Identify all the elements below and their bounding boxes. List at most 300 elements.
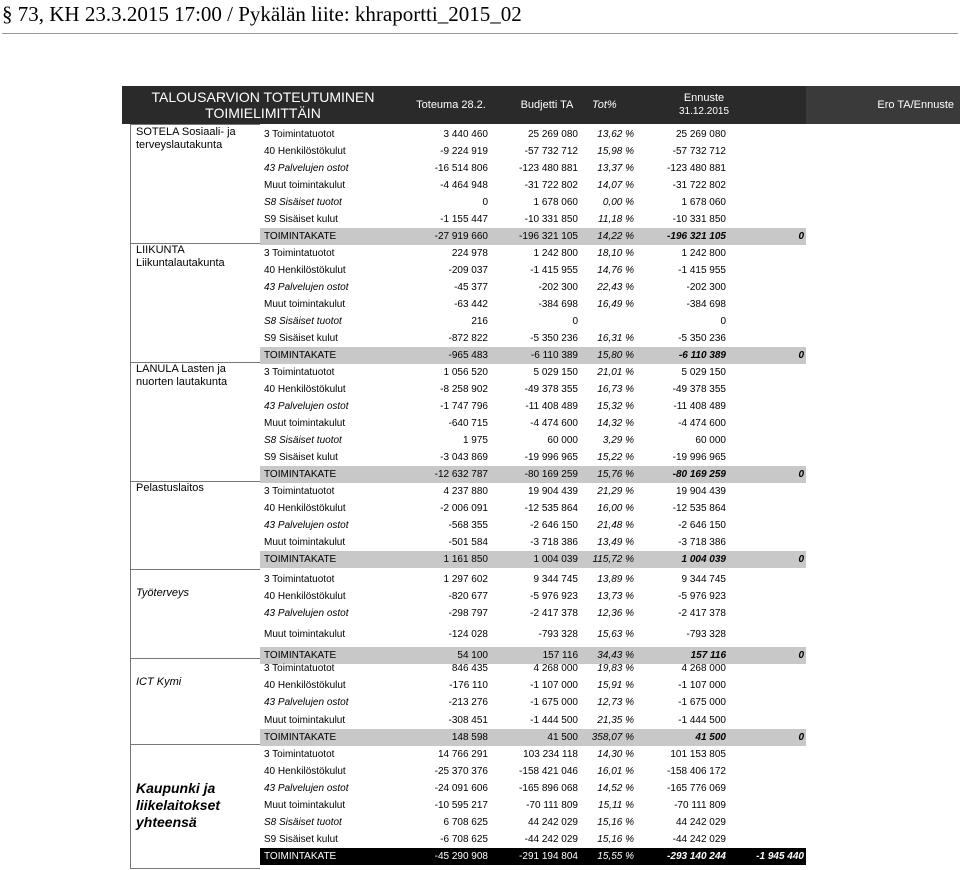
cell-ennuste: -10 331 850 [672, 214, 726, 225]
cell-ennuste: -2 646 150 [678, 520, 726, 531]
table-row [260, 571, 806, 588]
dept-label-sotela: SOTELA Sosiaali- ja terveyslautakunta [136, 126, 236, 151]
cell-budjetti: 0 [572, 316, 578, 327]
col-header-ennuste-line1: Ennuste [683, 92, 725, 104]
table-row [260, 763, 806, 780]
table-row [260, 626, 806, 643]
cell-ero [726, 143, 804, 160]
row-label: S9 Sisäiset kulut [264, 333, 338, 344]
cell-budjetti: -5 350 236 [530, 333, 578, 344]
department-column [122, 124, 260, 869]
cell-tot: 12,36 % [597, 608, 634, 619]
column-header-bar [404, 86, 806, 124]
cell-toteuma: 224 978 [451, 248, 488, 259]
cell-toteuma: 3 440 460 [443, 129, 488, 140]
table-row [260, 746, 806, 763]
table-row [260, 347, 806, 364]
cell-toteuma: 1 297 602 [443, 574, 488, 585]
cell-tot: 14,30 % [597, 749, 634, 760]
cell-ennuste: -196 321 105 [667, 231, 726, 242]
cell-budjetti: -196 321 105 [519, 231, 578, 242]
cell-tot: 115,72 % [592, 554, 634, 565]
row-label: 40 Henkilöstökulut [264, 680, 346, 691]
cell-toteuma: -124 028 [448, 629, 488, 640]
table-title-line2: TOIMIELIMITTÄIN [205, 105, 321, 121]
cell-toteuma: -27 919 660 [434, 231, 488, 242]
cell-budjetti: -2 646 150 [530, 520, 578, 531]
cell-ennuste: -5 976 923 [678, 591, 726, 602]
cell-toteuma: 216 [471, 316, 488, 327]
cell-tot: 16,49 % [597, 299, 634, 310]
cell-tot: 15,98 % [597, 146, 634, 157]
cell-ero [726, 364, 804, 381]
cell-ennuste: -44 242 029 [672, 834, 726, 845]
cell-budjetti: -2 417 378 [530, 608, 578, 619]
row-label: 40 Henkilöstökulut [264, 503, 346, 514]
cell-tot: 15,16 % [597, 817, 634, 828]
table-row [260, 364, 806, 381]
col-header-toteuma: Toteuma 28.2. [416, 98, 486, 111]
cell-tot: 15,11 % [598, 800, 634, 811]
cell-budjetti: -19 996 965 [524, 452, 578, 463]
cell-toteuma: 54 100 [457, 650, 488, 661]
cell-tot: 14,76 % [597, 265, 634, 276]
cell-ennuste: -3 718 386 [678, 537, 726, 548]
row-label: Muut toimintakulut [264, 537, 346, 548]
cell-toteuma: -8 258 902 [440, 384, 488, 395]
cell-toteuma: -63 442 [454, 299, 488, 310]
cell-budjetti: 157 116 [542, 650, 578, 661]
cell-ero [726, 712, 804, 729]
row-label: S9 Sisäiset kulut [264, 214, 338, 225]
cell-tot: 14,32 % [597, 418, 634, 429]
cell-toteuma: 148 598 [451, 732, 488, 743]
dept-label-lanula: LANULA Lasten ja nuorten lautakunta [136, 363, 228, 388]
cell-ennuste: 19 904 439 [675, 486, 726, 497]
cell-tot: 15,63 % [597, 629, 634, 640]
row-label: 40 Henkilöstökulut [264, 146, 346, 157]
cell-tot: 13,62 % [597, 129, 634, 140]
cell-toteuma: -298 797 [448, 608, 488, 619]
row-label: S8 Sisäiset tuotot [264, 817, 342, 828]
cell-ennuste: 5 029 150 [681, 367, 726, 378]
table-row [260, 712, 806, 729]
cell-toteuma: -45 290 908 [434, 851, 488, 862]
cell-ennuste: -793 328 [686, 629, 726, 640]
cell-ero [726, 588, 804, 605]
table-row [260, 588, 806, 605]
cell-ennuste: -19 996 965 [672, 452, 726, 463]
cell-ennuste: -202 300 [686, 282, 726, 293]
cell-ero [726, 746, 804, 763]
cell-tot: 14,07 % [597, 180, 634, 191]
cell-ennuste: 41 500 [695, 732, 726, 743]
dept-box-tyoterveys [130, 569, 260, 658]
cell-tot: 13,37 % [597, 163, 634, 174]
cell-toteuma: -213 276 [448, 697, 488, 708]
table-row [260, 228, 806, 245]
cell-tot: 15,80 % [597, 350, 634, 361]
cell-budjetti: -1 444 500 [530, 715, 578, 726]
row-label: 3 Toimintatuotot [264, 248, 335, 259]
cell-tot: 14,22 % [597, 231, 634, 242]
cell-toteuma: 6 708 625 [443, 817, 488, 828]
cell-ero: 0 [798, 469, 804, 480]
col-header-ero: Ero TA/Ennuste [806, 86, 960, 124]
row-label: TOIMINTAKATE [264, 469, 337, 480]
cell-budjetti: 4 268 000 [533, 663, 578, 674]
cell-ero: 0 [798, 231, 804, 242]
cell-ero [726, 500, 804, 517]
cell-tot: 21,35 % [597, 715, 634, 726]
cell-tot: 0,00 % [602, 197, 634, 208]
table-row [260, 313, 806, 330]
cell-budjetti: -6 110 389 [530, 350, 578, 361]
row-label: S8 Sisäiset tuotot [264, 316, 342, 327]
cell-tot [578, 313, 634, 330]
cell-toteuma: -568 355 [448, 520, 488, 531]
cell-tot: 21,01 % [597, 367, 634, 378]
row-label: Muut toimintakulut [264, 418, 346, 429]
cell-budjetti: -384 698 [538, 299, 578, 310]
cell-toteuma: -176 110 [449, 680, 488, 691]
cell-ennuste: -1 415 955 [678, 265, 726, 276]
cell-budjetti: 19 904 439 [527, 486, 578, 497]
cell-ero: 0 [798, 732, 804, 743]
row-label: S8 Sisäiset tuotot [264, 435, 342, 446]
row-label: 3 Toimintatuotot [264, 486, 335, 497]
table-row [260, 780, 806, 797]
cell-toteuma: -10 595 217 [434, 800, 488, 811]
cell-ennuste: 4 268 000 [681, 663, 726, 674]
row-label: 40 Henkilöstökulut [264, 591, 346, 602]
cell-ero [726, 245, 804, 262]
cell-tot: 12,73 % [597, 697, 634, 708]
cell-ero [726, 279, 804, 296]
row-label: 43 Palvelujen ostot [264, 520, 349, 531]
table-row [260, 262, 806, 279]
cell-ero [726, 814, 804, 831]
dept-label-pelastus: Pelastuslaitos [136, 482, 204, 494]
cell-tot: 15,55 % [597, 851, 634, 862]
table-row [260, 245, 806, 262]
cell-ennuste: -384 698 [686, 299, 726, 310]
table-row [260, 534, 806, 551]
cell-budjetti: -123 480 881 [519, 163, 578, 174]
dept-box-ict [130, 658, 260, 744]
cell-budjetti: 9 344 745 [533, 574, 578, 585]
cell-ero: 0 [798, 350, 804, 361]
col-header-ennuste [644, 86, 764, 124]
cell-budjetti: -202 300 [538, 282, 578, 293]
cell-budjetti: -31 722 802 [524, 180, 578, 191]
cell-tot: 14,52 % [597, 783, 634, 794]
cell-ennuste: -12 535 864 [672, 503, 726, 514]
table-row [260, 432, 806, 449]
cell-ennuste: 25 269 080 [675, 129, 726, 140]
cell-ennuste: -49 378 355 [672, 384, 726, 395]
cell-budjetti: 103 234 118 [523, 749, 578, 760]
row-label: Muut toimintakulut [264, 715, 346, 726]
page-title: § 73, KH 23.3.2015 17:00 / Pykälän liite: khraportti_2015_02 [2, 2, 522, 26]
cell-toteuma: 0 [482, 197, 488, 208]
cell-budjetti: -49 378 355 [524, 384, 578, 395]
table-row [260, 126, 806, 143]
row-label: 43 Palvelujen ostot [264, 401, 349, 412]
cell-budjetti: 25 269 080 [527, 129, 578, 140]
cell-toteuma: -3 043 869 [440, 452, 488, 463]
cell-toteuma: -9 224 919 [440, 146, 488, 157]
cell-ennuste: 1 678 060 [681, 197, 726, 208]
table-row [260, 660, 806, 677]
cell-budjetti: -3 718 386 [530, 537, 578, 548]
row-label: 3 Toimintatuotot [264, 367, 335, 378]
cell-ero [726, 296, 804, 313]
cell-toteuma: 4 237 880 [443, 486, 488, 497]
cell-tot: 16,73 % [597, 384, 634, 395]
cell-ero [726, 313, 804, 330]
table-row [260, 694, 806, 711]
table-row [260, 279, 806, 296]
cell-budjetti: -1 107 000 [530, 680, 578, 691]
cell-tot: 358,07 % [591, 732, 634, 743]
cell-ennuste: -31 722 802 [672, 180, 726, 191]
cell-ero [726, 126, 804, 143]
cell-ennuste: -2 417 378 [678, 608, 726, 619]
cell-tot: 16,01 % [597, 766, 634, 777]
cell-toteuma: -640 715 [448, 418, 488, 429]
row-label: 3 Toimintatuotot [264, 663, 335, 674]
cell-toteuma: -1 747 796 [440, 401, 488, 412]
cell-ero: 0 [798, 554, 804, 565]
cell-ero [726, 763, 804, 780]
cell-ero: 0 [798, 650, 804, 661]
cell-tot: 16,00 % [597, 503, 634, 514]
row-label: TOIMINTAKATE [264, 851, 337, 862]
cell-tot: 15,16 % [597, 834, 634, 845]
table-row [260, 415, 806, 432]
cell-toteuma: -308 451 [448, 715, 488, 726]
table-row [260, 330, 806, 347]
row-label: 3 Toimintatuotot [264, 749, 335, 760]
cell-toteuma: -1 155 447 [440, 214, 488, 225]
row-label: 43 Palvelujen ostot [264, 608, 349, 619]
cell-toteuma: 14 766 291 [437, 749, 488, 760]
row-label: TOIMINTAKATE [264, 231, 337, 242]
cell-ero [726, 449, 804, 466]
cell-ero [726, 194, 804, 211]
cell-toteuma: -501 584 [448, 537, 488, 548]
cell-budjetti: 5 029 150 [533, 367, 578, 378]
cell-toteuma: -209 037 [448, 265, 488, 276]
cell-ero [726, 534, 804, 551]
table-row [260, 398, 806, 415]
cell-ero: -1 945 440 [756, 851, 804, 862]
cell-toteuma: -872 822 [448, 333, 488, 344]
cell-ero [726, 605, 804, 622]
cell-ennuste: -6 110 389 [678, 350, 726, 361]
cell-tot: 15,91 % [597, 680, 634, 691]
cell-ero [726, 797, 804, 814]
cell-tot: 15,76 % [597, 469, 634, 480]
dept-label-ict: ICT Kymi [136, 676, 182, 688]
dept-label-tyoterveys: Työterveys [136, 587, 189, 599]
table-row [260, 194, 806, 211]
cell-budjetti: -4 474 600 [530, 418, 578, 429]
cell-ennuste: -158 406 172 [667, 766, 726, 777]
row-label: Muut toimintakulut [264, 180, 346, 191]
cell-budjetti: 1 242 800 [533, 248, 578, 259]
title-divider [2, 33, 958, 34]
cell-budjetti: -793 328 [538, 629, 578, 640]
table-row [260, 517, 806, 534]
table-row [260, 605, 806, 622]
table-row [260, 848, 806, 865]
cell-ennuste: -4 474 600 [678, 418, 726, 429]
cell-ennuste: 0 [720, 316, 726, 327]
cell-toteuma: 1 056 520 [443, 367, 488, 378]
table-row [260, 500, 806, 517]
dept-label-liikunta: LIIKUNTA Liikuntalautakunta [136, 244, 225, 269]
cell-tot: 34,43 % [597, 650, 634, 661]
cell-ennuste: 1 242 800 [681, 248, 726, 259]
table-row [260, 831, 806, 848]
table-title-line1: TALOUSARVION TOTEUTUMINEN [151, 89, 375, 105]
cell-ennuste: -1 444 500 [678, 715, 726, 726]
cell-budjetti: -57 732 712 [524, 146, 578, 157]
cell-toteuma: -2 006 091 [440, 503, 488, 514]
cell-toteuma: -45 377 [454, 282, 488, 293]
cell-tot: 22,43 % [597, 282, 634, 293]
row-label: 40 Henkilöstökulut [264, 265, 346, 276]
cell-ero [726, 571, 804, 588]
row-label: Muut toimintakulut [264, 800, 346, 811]
row-label: 40 Henkilöstökulut [264, 384, 346, 395]
row-label: TOIMINTAKATE [264, 650, 337, 661]
cell-budjetti: -1 675 000 [530, 697, 578, 708]
row-label: 43 Palvelujen ostot [264, 163, 349, 174]
cell-budjetti: 1 004 039 [533, 554, 578, 565]
cell-tot: 19,83 % [597, 663, 634, 674]
cell-toteuma: -16 514 806 [434, 163, 488, 174]
cell-toteuma: -6 708 625 [440, 834, 488, 845]
table-row [260, 177, 806, 194]
cell-ennuste: 157 116 [690, 650, 726, 661]
table-row [260, 211, 806, 228]
row-label: S9 Sisäiset kulut [264, 834, 338, 845]
cell-ennuste: -293 140 244 [667, 851, 726, 862]
cell-budjetti: -11 408 489 [525, 401, 578, 412]
cell-budjetti: -291 194 804 [519, 851, 578, 862]
cell-tot: 13,89 % [597, 574, 634, 585]
cell-tot: 21,29 % [597, 486, 634, 497]
table-row [260, 729, 806, 746]
cell-budjetti: -10 331 850 [524, 214, 578, 225]
cell-tot: 18,10 % [597, 248, 634, 259]
cell-budjetti: -12 535 864 [524, 503, 578, 514]
cell-ero [726, 415, 804, 432]
table-row [260, 466, 806, 483]
cell-tot: 11,18 % [598, 214, 634, 225]
cell-ennuste: 9 344 745 [681, 574, 726, 585]
cell-ero [726, 398, 804, 415]
row-label: TOIMINTAKATE [264, 350, 337, 361]
cell-budjetti: -44 242 029 [524, 834, 578, 845]
table-row [260, 551, 806, 568]
cell-ero [726, 780, 804, 797]
cell-toteuma: -24 091 606 [434, 783, 488, 794]
cell-budjetti: -165 896 068 [519, 783, 578, 794]
cell-tot: 16,31 % [597, 333, 634, 344]
table-row [260, 814, 806, 831]
col-header-ennuste-line2: 31.12.2015 [678, 106, 730, 117]
cell-ennuste: -1 107 000 [678, 680, 726, 691]
row-label: TOIMINTAKATE [264, 732, 337, 743]
cell-tot: 15,32 % [597, 401, 634, 412]
row-label: 43 Palvelujen ostot [264, 783, 349, 794]
cell-budjetti: 60 000 [547, 435, 578, 446]
row-label: TOIMINTAKATE [264, 554, 337, 565]
cell-tot: 21,48 % [597, 520, 634, 531]
cell-ennuste: -80 169 259 [672, 469, 726, 480]
table-row [260, 381, 806, 398]
cell-budjetti: -5 976 923 [530, 591, 578, 602]
cell-ero [726, 381, 804, 398]
row-label: 43 Palvelujen ostot [264, 697, 349, 708]
cell-ennuste: -123 480 881 [667, 163, 726, 174]
cell-ennuste: 1 004 039 [681, 554, 726, 565]
col-header-budjetti: Budjetti TA [520, 98, 574, 111]
cell-ero [726, 831, 804, 848]
cell-ero [726, 694, 804, 711]
cell-toteuma: 1 161 850 [443, 554, 488, 565]
cell-ero [726, 432, 804, 449]
row-label: 3 Toimintatuotot [264, 574, 335, 585]
cell-toteuma: -965 483 [448, 350, 488, 361]
row-label: Muut toimintakulut [264, 629, 346, 640]
cell-ennuste: -11 408 489 [673, 401, 726, 412]
cell-toteuma: 846 435 [451, 663, 488, 674]
row-label: 3 Toimintatuotot [264, 129, 335, 140]
cell-ero [726, 660, 804, 677]
cell-toteuma: -820 677 [448, 591, 488, 602]
cell-tot: 13,49 % [597, 537, 634, 548]
table-row [260, 143, 806, 160]
cell-ennuste: -1 675 000 [678, 697, 726, 708]
table-row [260, 483, 806, 500]
cell-ero [726, 517, 804, 534]
cell-budjetti: -80 169 259 [524, 469, 578, 480]
cell-ennuste: -165 776 069 [667, 783, 726, 794]
col-header-tot: Tot% [592, 98, 617, 111]
table-row [260, 296, 806, 313]
table-title-header [122, 86, 404, 124]
cell-ennuste: -5 350 236 [678, 333, 726, 344]
row-label: S9 Sisäiset kulut [264, 452, 338, 463]
cell-budjetti: 1 678 060 [533, 197, 578, 208]
cell-budjetti: 41 500 [547, 732, 578, 743]
cell-budjetti: -70 111 809 [526, 800, 578, 811]
cell-ennuste: -70 111 809 [674, 800, 726, 811]
cell-ennuste: -57 732 712 [672, 146, 726, 157]
row-label: S8 Sisäiset tuotot [264, 197, 342, 208]
cell-ero [726, 160, 804, 177]
table-row [260, 797, 806, 814]
cell-budjetti: -158 421 046 [519, 766, 578, 777]
table-row [260, 160, 806, 177]
table-row [260, 449, 806, 466]
cell-tot: 13,73 % [597, 591, 634, 602]
